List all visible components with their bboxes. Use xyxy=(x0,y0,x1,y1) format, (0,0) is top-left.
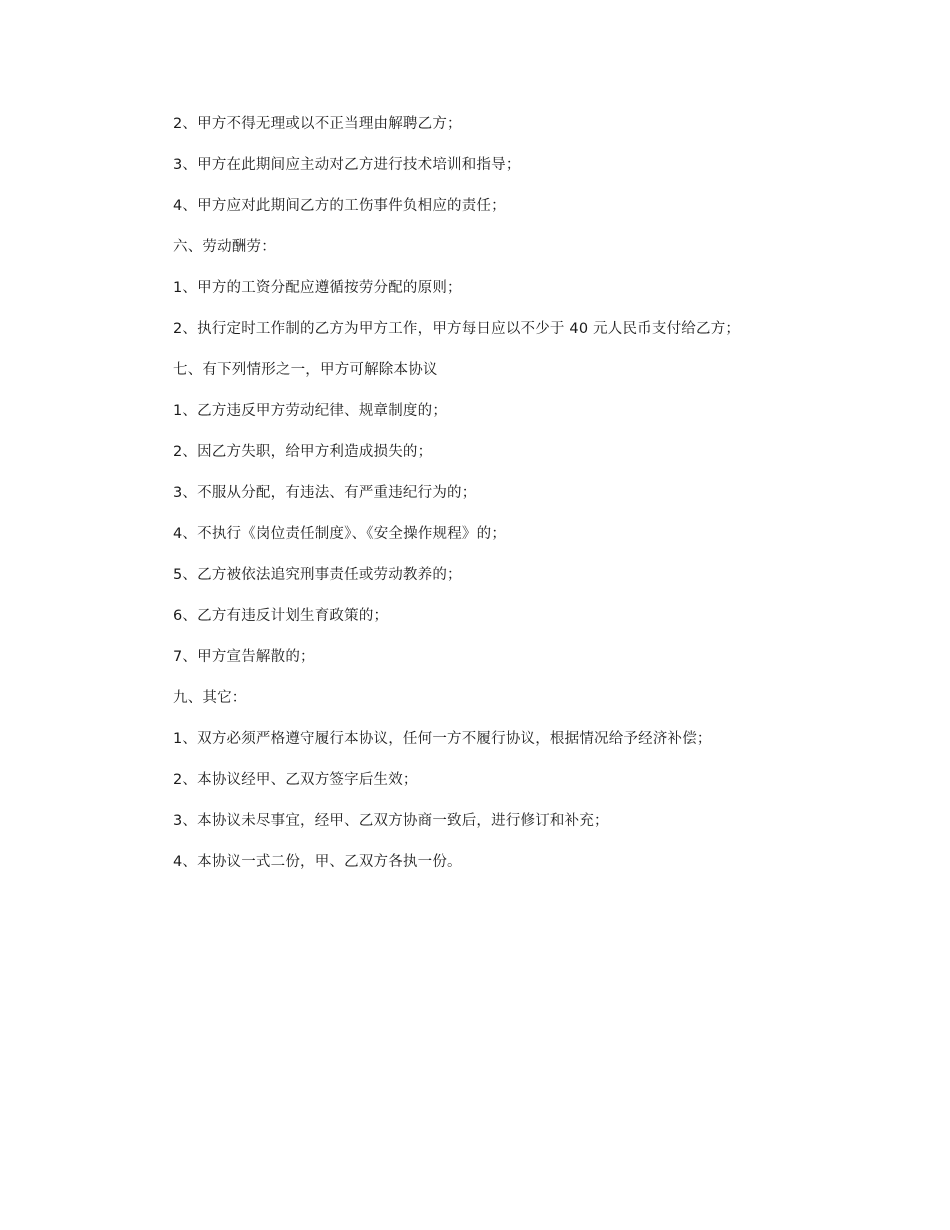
clause-line: 1、双方必须严格遵守履行本协议，任何一方不履行协议，根据情况给予经济补偿； xyxy=(173,731,712,747)
clause-line: 1、甲方的工资分配应遵循按劳分配的原则； xyxy=(173,280,462,296)
clause-line: 2、甲方不得无理或以不正当理由解聘乙方； xyxy=(173,116,462,132)
section-heading: 九、其它： xyxy=(173,690,247,706)
clause-line: 5、乙方被依法追究刑事责任或劳动教养的； xyxy=(173,567,462,583)
clause-line: 2、因乙方失职，给甲方利造成损失的； xyxy=(173,444,433,460)
clause-line: 3、甲方在此期间应主动对乙方进行技术培训和指导； xyxy=(173,157,521,173)
clause-line: 3、不服从分配，有违法、有严重违纪行为的； xyxy=(173,485,477,501)
clause-line: 4、甲方应对此期间乙方的工伤事件负相应的责任； xyxy=(173,198,506,214)
section-heading: 七、有下列情形之一，甲方可解除本协议 xyxy=(173,362,438,378)
clause-line: 4、不执行《岗位责任制度》、《安全操作规程》的； xyxy=(173,526,507,542)
document-body xyxy=(173,112,873,891)
clause-line: 6、乙方有违反计划生育政策的； xyxy=(173,608,389,624)
clause-line: 2、本协议经甲、乙双方签字后生效； xyxy=(173,772,418,788)
clause-line: 2、执行定时工作制的乙方为甲方工作，甲方每日应以不少于 40 元人民币支付给乙方； xyxy=(173,321,741,337)
clause-line: 7、甲方宣告解散的； xyxy=(173,649,315,665)
clause-line: 1、乙方违反甲方劳动纪律、规章制度的； xyxy=(173,403,448,419)
clause-line: 3、本协议未尽事宜，经甲、乙双方协商一致后，进行修订和补充； xyxy=(173,813,609,829)
section-heading: 六、劳动酬劳： xyxy=(173,239,276,255)
clause-line: 4、本协议一式二份，甲、乙双方各执一份。 xyxy=(173,854,462,870)
